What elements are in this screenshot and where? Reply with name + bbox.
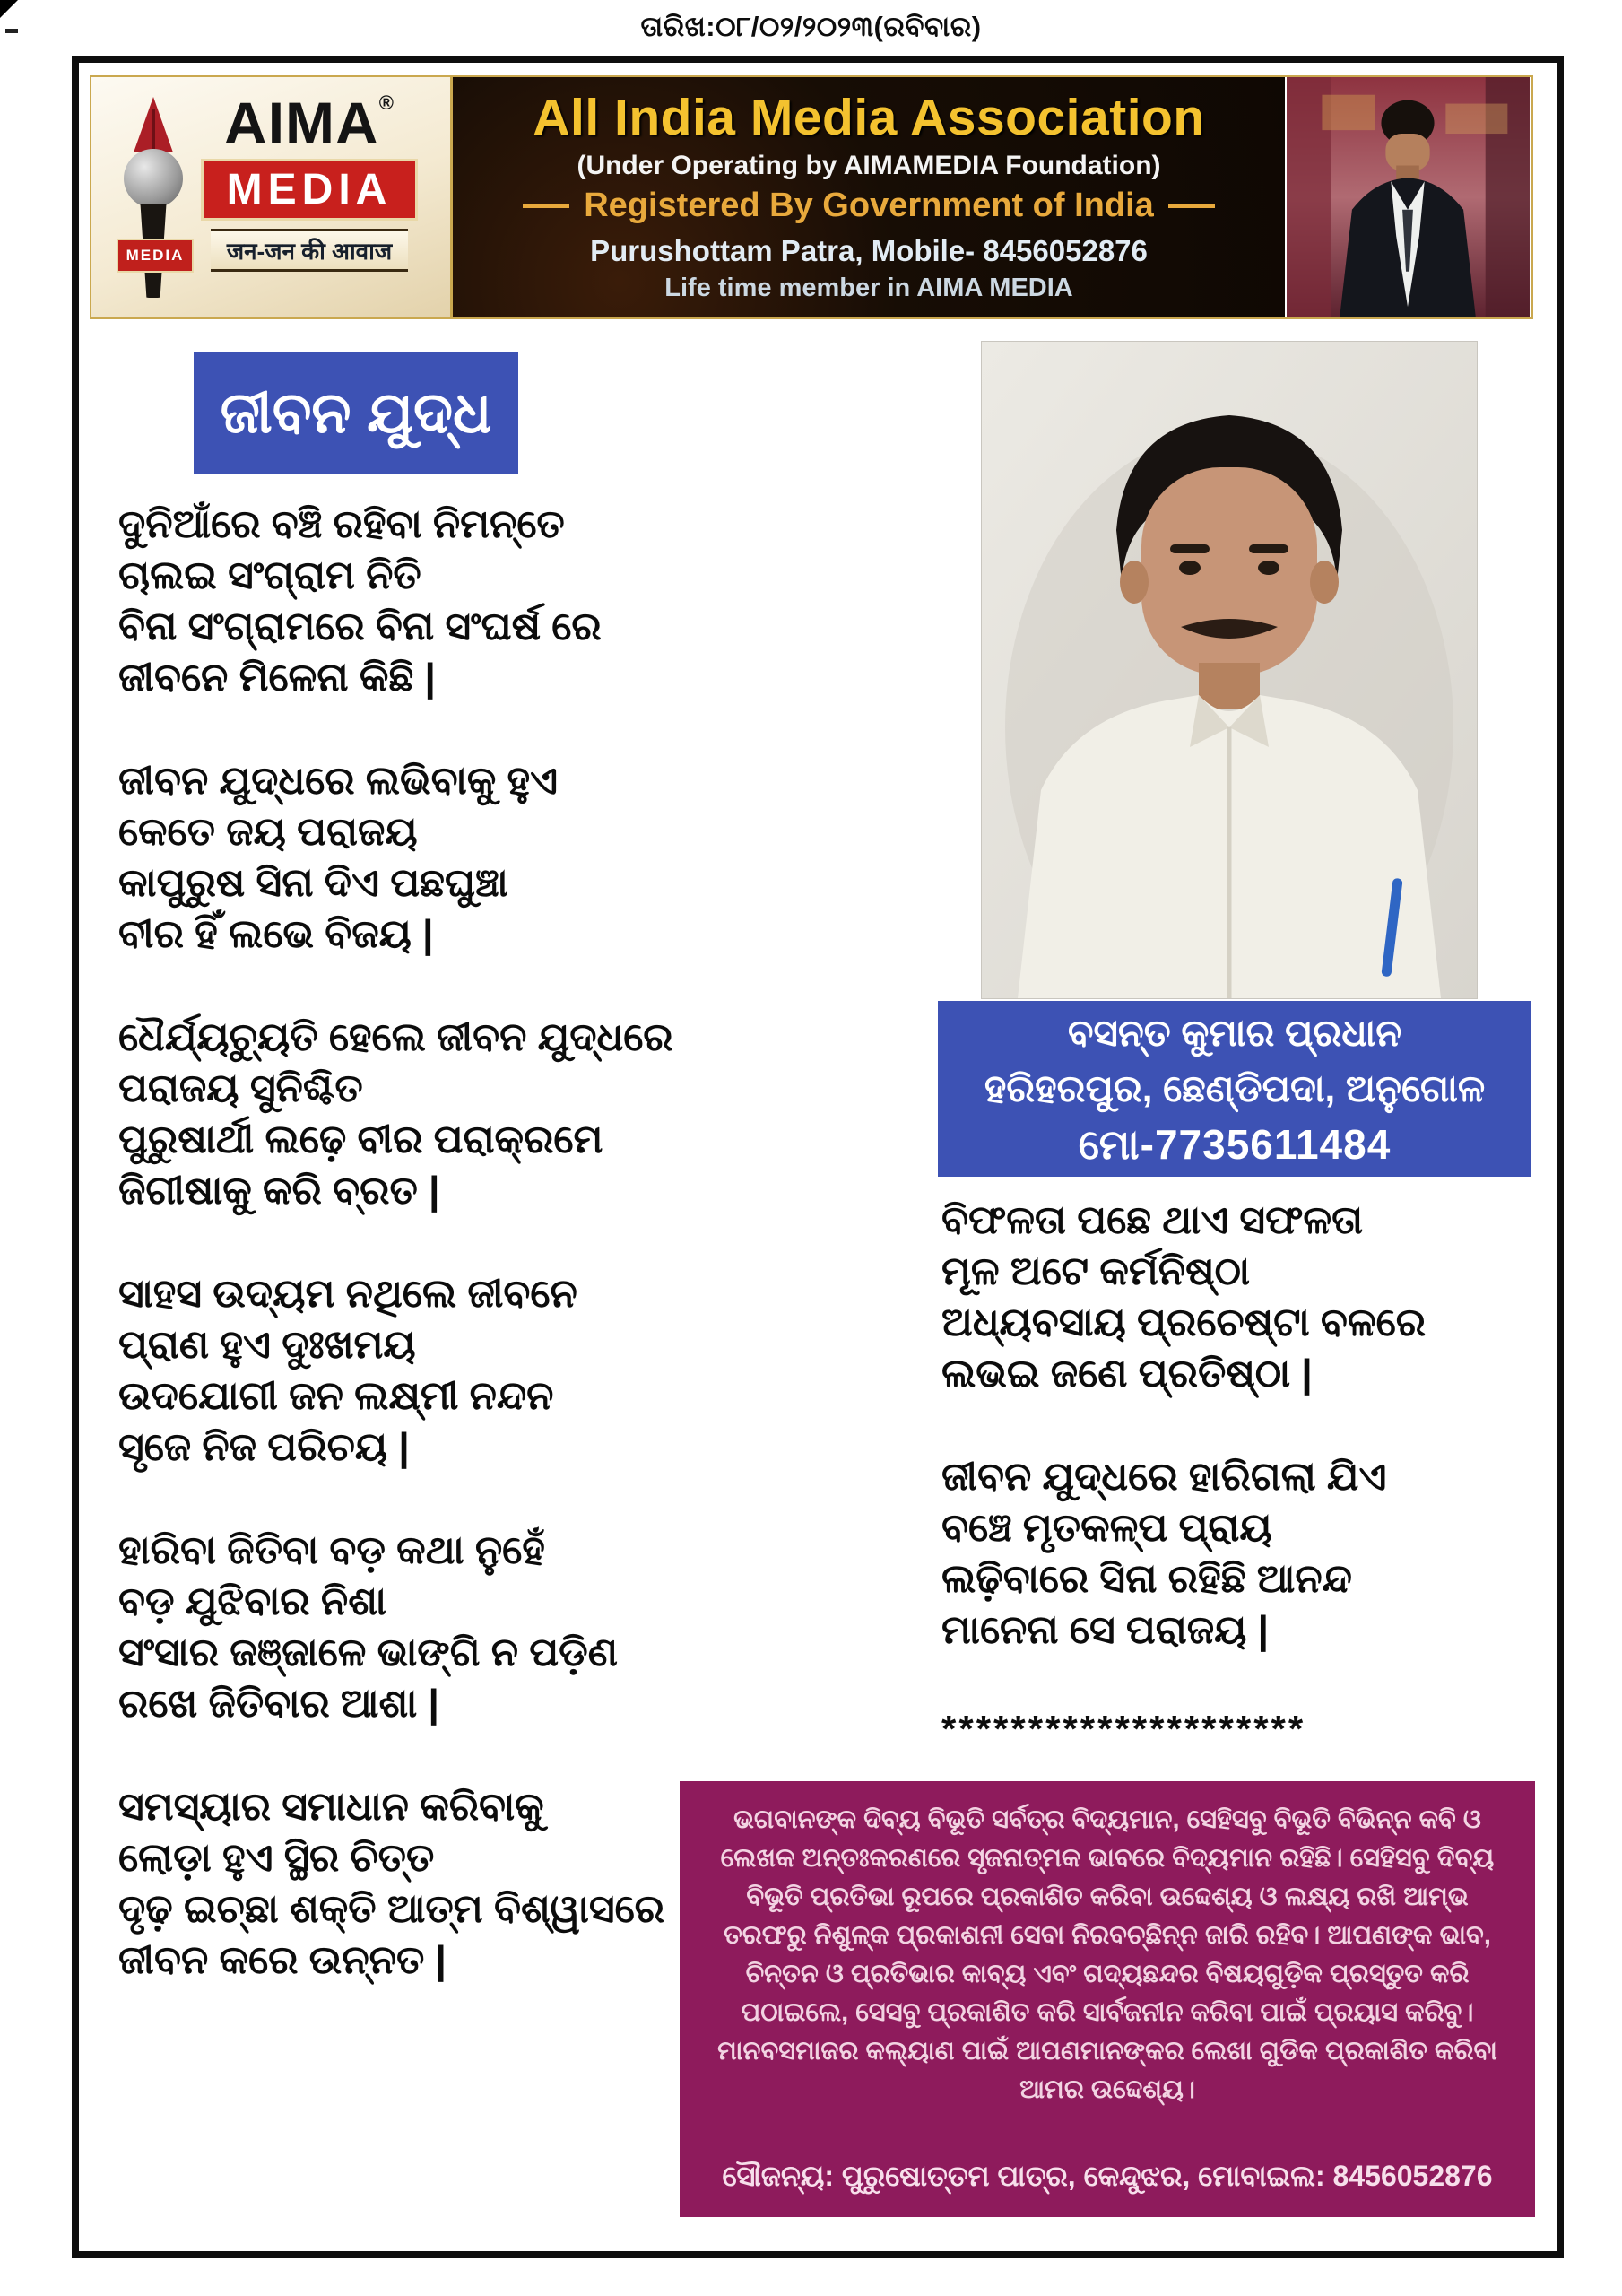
poem-line: ଜୀବନ ଯୁଦ୍ଧରେ ଲଭିବାକୁ ହୁଏ [118,759,559,803]
pen-nib-microphone-icon [115,97,192,312]
poem-line: ବଡ଼ ଯୁଝିବାର ନିଶା [118,1579,386,1623]
poem-stanza-7 [941,1195,1535,1399]
mic-media-tag: MEDIA [117,239,194,273]
masthead-banner [90,75,1533,319]
association-subtitle: (Under Operating by AIMAMEDIA Foundation) [577,150,1161,180]
poem-line: ରଖେ ଜିତିବାର ଆଶା | [118,1682,439,1726]
association-title: All India Media Association [533,89,1205,147]
poem-line: ମୂଳ ଅଟେ କର୍ମନିଷ୍ଠା [941,1249,1250,1293]
poem-line: ଦୁନିଆଁରେ ବଞ୍ଚି ରହିବା ନିମନ୍ତେ [118,502,565,546]
logo-text-block [204,77,416,272]
poem-line: ହାରିବା ଜିତିବା ବଡ଼ କଥା ନୁହେଁ [118,1528,545,1572]
poem-line: ଜୀବନ କରେ ଉନ୍ନତ | [118,1938,447,1982]
microphone-head-icon [124,149,183,208]
poem-stanza-1 [118,499,943,703]
poem-line: ପ୍ରାଣ ହୁଏ ଦୁଃଖମୟ [118,1323,416,1367]
poem-line: କେତେ ଜୟ ପରାଜୟ [118,810,418,854]
poem-stanza-8 [941,1451,1535,1656]
registered-text: Registered By Government of India [584,186,1154,224]
dash-left [523,204,569,208]
stanza-separator: ********************* [941,1708,1306,1750]
hindi-tagline: जन-जन की आवाज [211,229,408,272]
poem-line: ଲଭଇ ଜଣେ ପ୍ରତିଷ୍ଠା | [941,1352,1313,1396]
poem-line: ଚାଲଇ ସଂଗ୍ରାମ ନିତି [118,553,421,597]
poem-line: ଅଧ୍ୟବସାୟ ପ୍ରଚେଷ୍ଟା ବଳରେ [941,1300,1427,1344]
poem-line: ଲୋଡ଼ା ହୁଏ ସ୍ଥିର ଚିତ୍ତ [118,1836,435,1880]
poem-line: ସାହସ ଉଦ୍ୟମ ନଥିଲେ ଜୀବନେ [118,1272,577,1316]
poem-stanza-5 [118,1525,943,1729]
author-portrait-graphic [982,342,1477,998]
poem-line: ଜୀବନେ ମିଳେନା କିଛି | [118,656,436,700]
poem-stanza-4 [118,1268,943,1473]
poem-line: ଧୈର୍ଯ୍ୟଚ୍ୟୁତି ହେଲେ ଜୀବନ ଯୁଦ୍ଧରେ [118,1015,673,1059]
banner-membership: Life time member in AIMA MEDIA [664,273,1073,302]
poem-line: ପୁରୁଷାର୍ଥୀ ଲଢ଼େ ବୀର ପରାକ୍ରମେ [118,1118,603,1161]
poem-line: ବୀର ହିଁ ଲଭେ ବିଜୟ | [118,912,434,956]
poem-line: ସୃଜେ ନିଜ ପରିଚୟ | [118,1425,410,1469]
poem-line: ପରାଜୟ ସୁନିଶ୍ଚିତ [118,1066,363,1110]
author-mobile: ମୋ-7735611484 [1078,1121,1392,1168]
poem-title-box [194,352,518,474]
member-photo [1285,77,1531,317]
poem-line: ବିନା ସଂଗ୍ରାମରେ ବିନା ସଂଘର୍ଷ ରେ [118,604,602,648]
poem-line: ଜିଗୀଷାକୁ କରି ବ୍ରତ | [118,1169,440,1213]
publication-notice-box [680,1781,1535,2217]
banner-center-panel [453,77,1285,317]
poem-stanza-2 [118,755,943,960]
poem-line: ବଞ୍ଚେ ମୃତକଳ୍ପ ପ୍ରାୟ [941,1506,1272,1550]
poem-stanza-3 [118,1012,943,1216]
author-info-box [938,1001,1531,1177]
poem-line: ଦୃଢ଼ ଇଚ୍ଛା ଶକ୍ତି ଆତ୍ମ ବିଶ୍ୱାସରେ [118,1887,665,1931]
date-line: ତାରିଖ:୦୮/୦୨/୨୦୨୩(ରବିବାର) [640,11,982,42]
poem-line: କାପୁରୁଷ ସିନା ଦିଏ ପଛଘୁଞ୍ଚା [118,861,508,905]
poem-title: ଜୀବନ ଯୁଦ୍ଧ [220,379,492,445]
poem-line: ଜୀବନ ଯୁଦ୍ଧରେ ହାରିଗଲା ଯିଏ [941,1455,1387,1499]
poem-line: ବିଫଳତା ପଛେ ଥାଏ ସଫଳତା [941,1198,1364,1242]
notice-body: ଭଗବାନଙ୍କ ଦିବ୍ୟ ବିଭୂତି ସର୍ବତ୍ର ବିଦ୍ୟମାନ, ସେହିସବୁ ବିଭୂତି ବିଭିନ୍ନ କବି ଓ ଲେଖକ ଅନ୍ତଃକରଣରେ ସୃଜନାତ୍ମକ ଭାବରେ ବିଦ୍ୟମାନ ରହିଛି। ସେହିସବୁ ଦିବ୍ୟ ବିଭୂତି ପ୍ରତିଭା ରୂପରେ ପ୍ରକାଶିତ କରିବା ଉଦ୍ଦେଶ୍ୟ ଓ ଲକ୍ଷ୍ୟ ରଖି ଆମ୍ଭ ତରଫରୁ ନିଶୁଳ୍କ ପ୍ରକାଶନୀ ସେବା ନିରବଚ୍ଛିନ୍ନ ଜାରି ରହିବ। ଆପଣଙ୍କ ଭାବ, ଚିନ୍ତନ ଓ ପ୍ରତିଭାର କାବ୍ୟ ଏବଂ ଗଦ୍ୟଛନ୍ଦର ବିଷୟଗୁଡ଼ିକ ପ୍ରସ୍ତୁତ କରି ପଠାଇଲେ, ସେସବୁ ପ୍ରକାଶିତ କରି ସାର୍ବଜନୀନ କରିବା ପାଇଁ ପ୍ରୟାସ କରିବୁ। ମାନବସମାଜର କଲ୍ୟାଣ ପାଇଁ ଆପଣମାନଙ୍କର ଲେଖା ଗୁଡିକ ପ୍ରକାଶିତ କରିବା ଆମର ଉଦ୍ଦେଶ୍ୟ। [717,1805,1497,2104]
author-address: ହରିହରପୁର, ଛେଣ୍ଡିପଦା, ଅନୁଗୋଳ [984,1067,1486,1109]
media-label: MEDIA [204,161,416,218]
poem-line: ଉଦଯୋଗୀ ଜନ ଲକ୍ଷ୍ମୀ ନନ୍ଦନ [118,1374,554,1418]
poem-line: ସମସ୍ୟାର ସମାଧାନ କରିବାକୁ [118,1785,544,1829]
aima-logo-panel [91,77,453,317]
brand-text: AIMA [224,90,379,156]
page-frame [72,56,1564,2258]
brand-name [224,90,395,156]
banner-contact: Purushottam Patra, Mobile- 8456052876 [590,233,1148,267]
pen-nib-slit [152,109,155,149]
registered-row [523,187,1215,225]
dash-right [1168,204,1215,208]
poem-line: ସଂସାର ଜଞ୍ଜାଳେ ଭାଙ୍ଗି ନ ପଡ଼ିଣ [118,1631,619,1674]
author-name: ବସନ୍ତ କୁମାର ପ୍ରଧାନ [1067,1012,1402,1054]
poem-right-column [941,1195,1535,1751]
author-portrait [981,341,1478,999]
registered-trademark-symbol: ® [378,91,395,114]
notice-footer: ସୌଜନ୍ୟ: ପୁରୁଷୋତ୍ତମ ପାତ୍ର, କେନ୍ଦୁଝର, ମୋବାଇଲ: 8456052876 [722,2160,1493,2192]
member-photo-graphic [1285,77,1531,317]
poem-line: ମାନେନା ସେ ପରାଜୟ | [941,1608,1269,1652]
poem-line: ଲଢ଼ିବାରେ ସିନା ରହିଛି ଆନନ୍ଦ [941,1557,1352,1601]
